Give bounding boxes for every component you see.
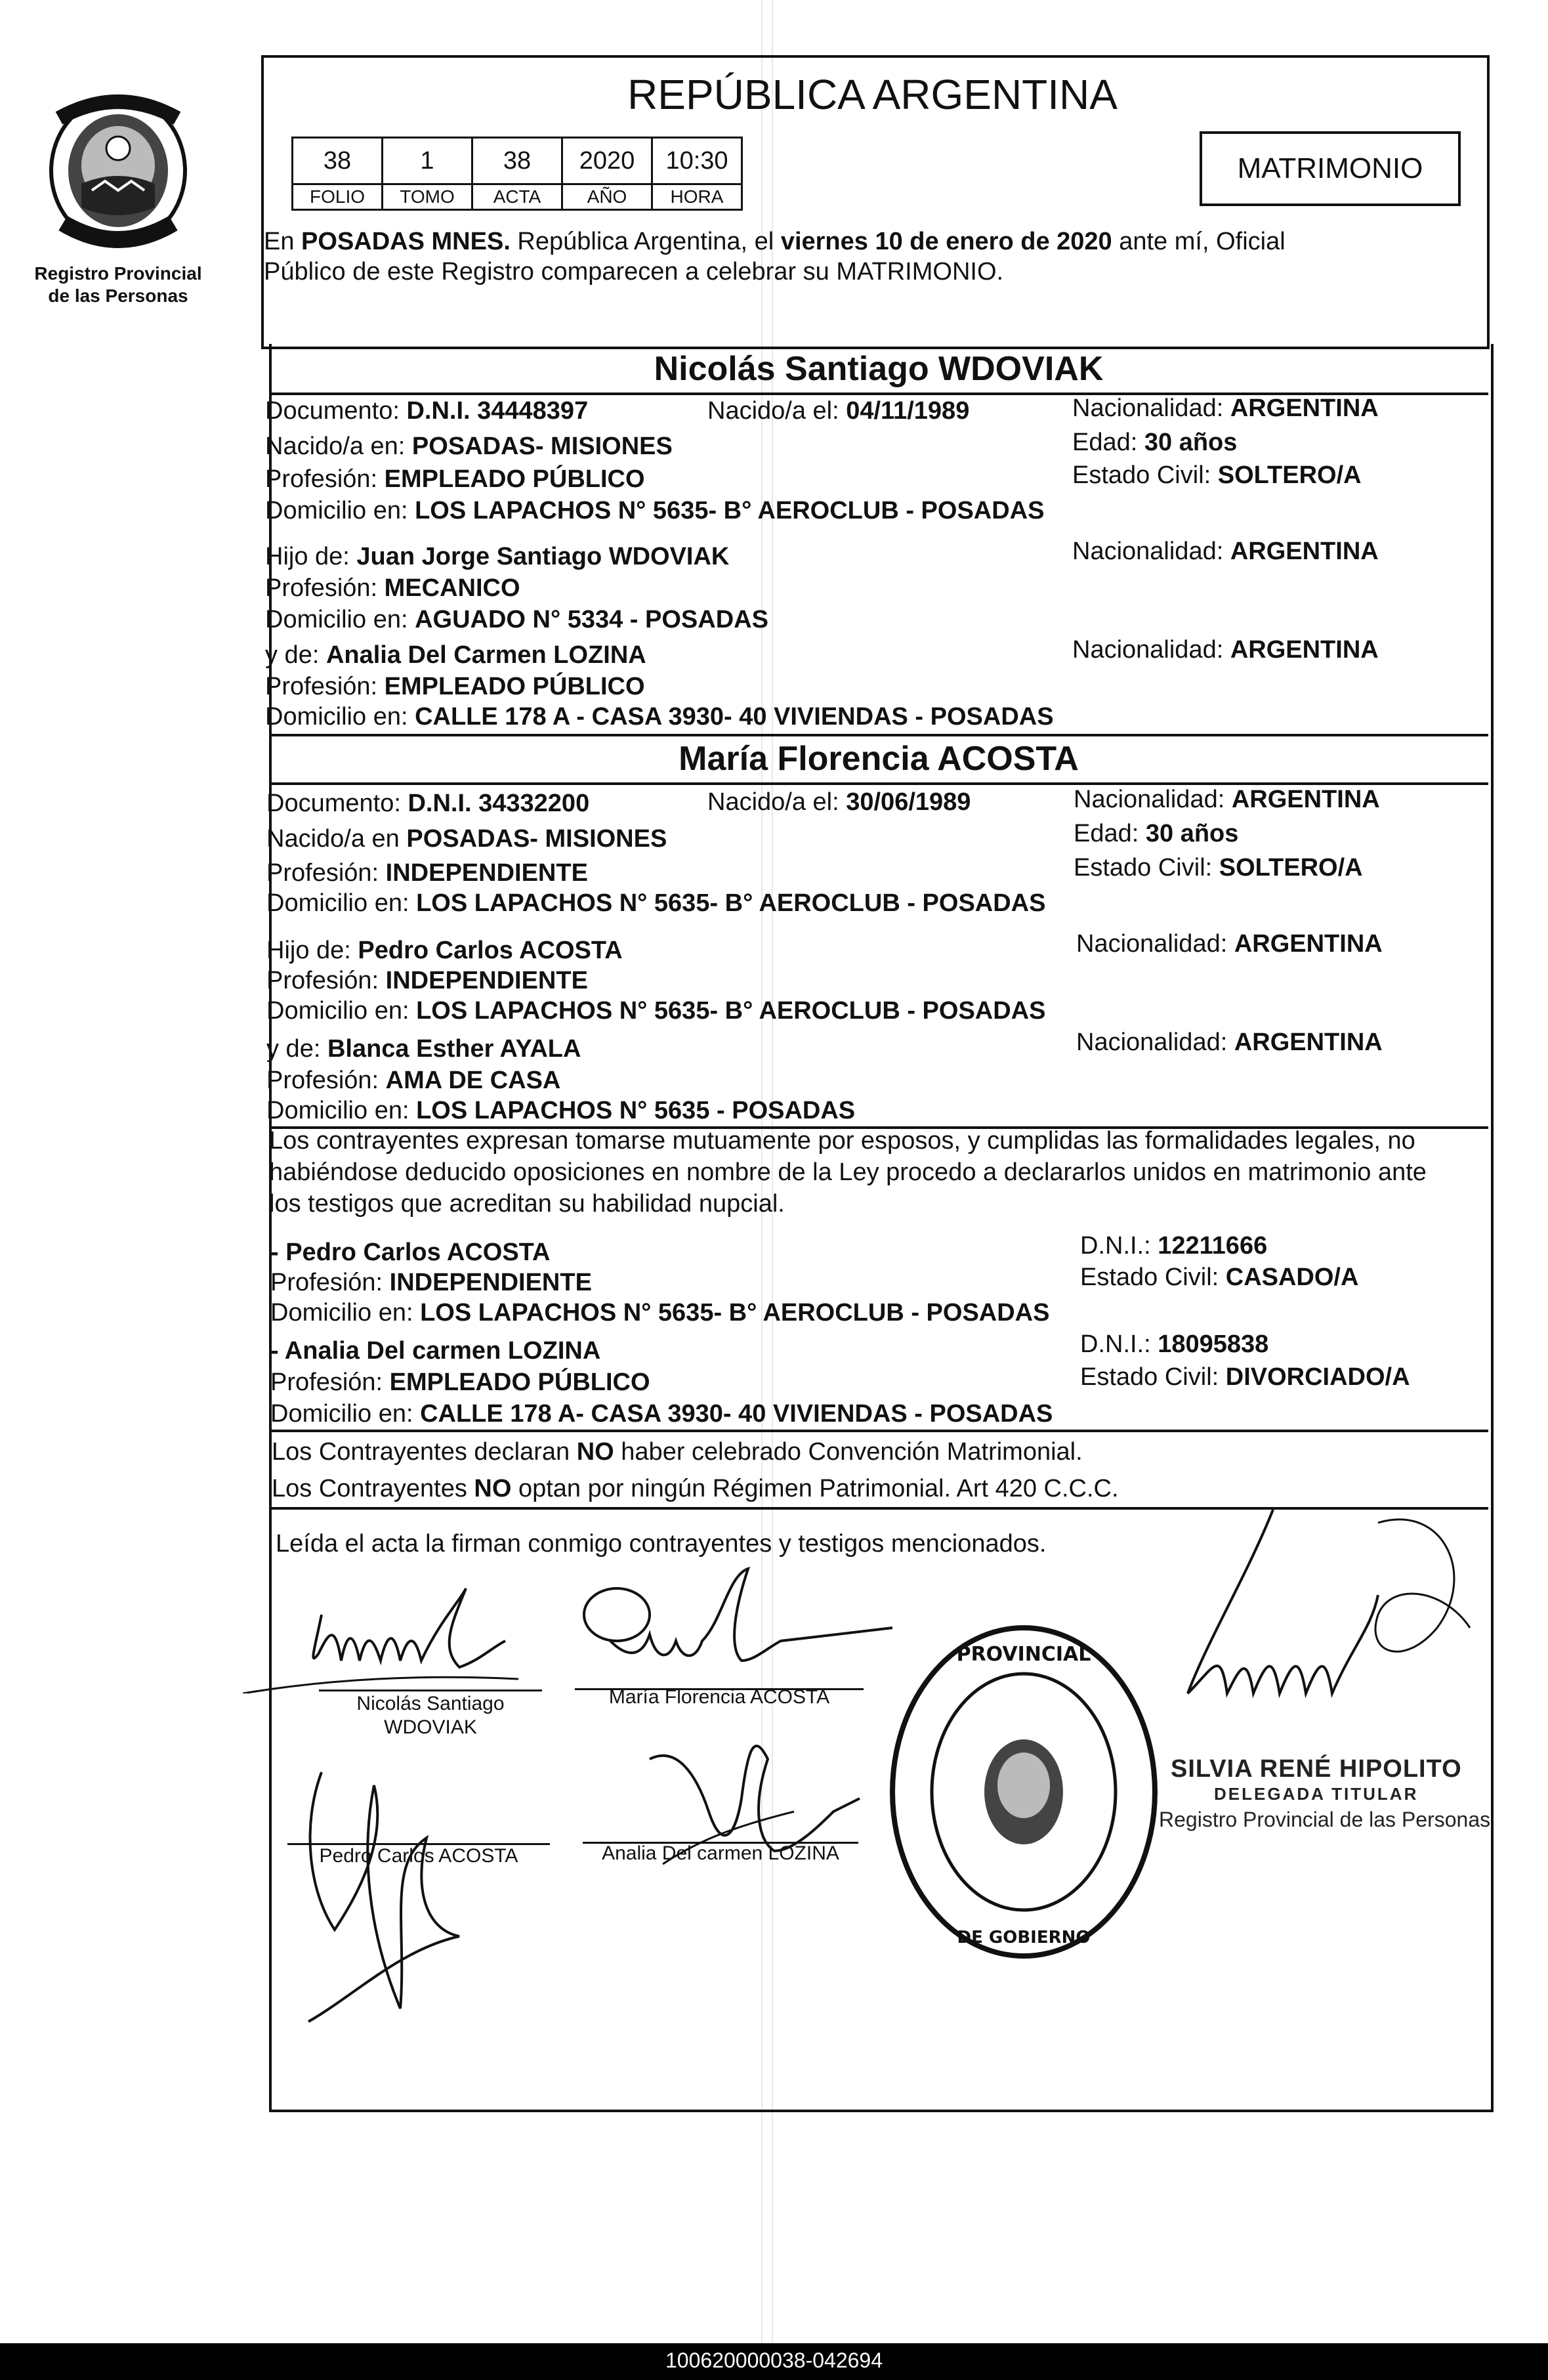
year-label: AÑO	[562, 184, 652, 210]
spouse2-birthdate	[707, 788, 971, 817]
field-label: Profesión:	[266, 967, 386, 994]
hour-label: HORA	[652, 184, 742, 210]
field-value: ARGENTINA	[1230, 636, 1379, 664]
field-value: 12211666	[1158, 1232, 1268, 1260]
spouse1-nationality	[1072, 394, 1379, 423]
spouse1-profession	[265, 465, 645, 494]
field-label: Nacido/a el:	[707, 397, 847, 425]
witness1-address	[270, 1298, 1049, 1327]
field-value: SOLTERO/A	[1219, 854, 1363, 882]
witness1-civil-status	[1080, 1263, 1358, 1292]
closing-text: Leída el acta la firman conmigo contrayentes y testigos mencionados.	[276, 1530, 1047, 1558]
field-value: CALLE 178 A - CASA 3930- 40 VIVIENDAS - POSADAS	[415, 703, 1054, 731]
field-value: AGUADO N° 5334 - POSADAS	[415, 606, 768, 633]
tomo-value: 1	[383, 138, 472, 184]
field-label: Estado Civil:	[1074, 854, 1219, 882]
svg-text:PROVINCIAL: PROVINCIAL	[956, 1643, 1091, 1666]
regime-text: haber celebrado Convención Matrimonial.	[614, 1438, 1083, 1466]
field-label: Domicilio en:	[265, 606, 415, 633]
field-value: Blanca Esther AYALA	[327, 1035, 581, 1063]
field-value: EMPLEADO PÚBLICO	[384, 673, 645, 700]
field-value: DIVORCIADO/A	[1225, 1363, 1410, 1391]
regime-line-2	[272, 1474, 1119, 1503]
folio-value: 38	[293, 138, 383, 184]
field-label: y de:	[266, 1035, 327, 1063]
regime-emphasis: NO	[576, 1438, 614, 1466]
spouse1-birthdate	[707, 396, 969, 425]
intro-text: En	[264, 228, 302, 255]
acta-label: ACTA	[472, 184, 562, 210]
field-label: Nacionalidad:	[1076, 1029, 1234, 1056]
field-value: LOS LAPACHOS N° 5635 - POSADAS	[416, 1097, 856, 1124]
witness1-dni	[1080, 1231, 1267, 1260]
field-value: ARGENTINA	[1234, 930, 1383, 958]
spouse2-mother-address	[266, 1096, 855, 1125]
witness1-name: - Pedro Carlos ACOSTA	[270, 1239, 551, 1266]
intro-text: ante mí, Oficial	[1112, 228, 1286, 255]
field-value: SOLTERO/A	[1217, 461, 1362, 489]
field-label: Nacionalidad:	[1072, 538, 1230, 565]
field-label: Domicilio en:	[266, 1097, 417, 1124]
witness2-dni	[1080, 1330, 1268, 1359]
spouse2-birthplace	[266, 824, 667, 853]
regime-text: Los Contrayentes declaran	[272, 1438, 577, 1466]
intro-text: República Argentina, el	[510, 228, 781, 255]
intro-line-1	[264, 227, 1286, 256]
regime-line-1	[272, 1437, 1083, 1466]
field-label: Profesión:	[266, 859, 386, 887]
field-label: Estado Civil:	[1080, 1363, 1226, 1391]
field-label: Nacionalidad:	[1072, 394, 1230, 422]
field-value: LOS LAPACHOS N° 5635- B° AEROCLUB - POSADAS	[416, 997, 1046, 1025]
intro-place: POSADAS MNES.	[301, 228, 511, 255]
field-label: Documento:	[266, 790, 408, 817]
field-value: MECANICO	[384, 574, 520, 602]
signature-caption: María Florencia ACOSTA	[608, 1686, 830, 1708]
field-value: LOS LAPACHOS N° 5635- B° AEROCLUB - POSADAS	[420, 1299, 1050, 1327]
field-label: Hijo de:	[266, 937, 358, 964]
spouse1-father-nationality	[1072, 537, 1379, 566]
witness1-profession	[270, 1268, 592, 1297]
spouse2-documento	[266, 789, 589, 818]
record-type-box: MATRIMONIO	[1200, 131, 1461, 206]
field-label: y de:	[265, 641, 326, 669]
field-label: Nacionalidad:	[1074, 786, 1232, 813]
hour-value: 10:30	[652, 138, 742, 184]
spouse2-father-nationality	[1076, 929, 1383, 958]
field-label: Nacido/a en:	[265, 433, 412, 460]
spouse2-mother-profession	[266, 1066, 560, 1095]
field-value: EMPLEADO PÚBLICO	[384, 465, 645, 493]
spouse1-mother	[265, 641, 646, 669]
field-label: Profesión:	[265, 574, 385, 602]
field-value: INDEPENDIENTE	[385, 859, 588, 887]
field-value: LOS LAPACHOS N° 5635- B° AEROCLUB - POSADAS	[416, 889, 1046, 917]
field-value: 30 años	[1145, 820, 1239, 847]
field-value: INDEPENDIENTE	[389, 1269, 592, 1296]
tomo-label: TOMO	[383, 184, 472, 210]
declaration-line: Los contrayentes expresan tomarse mutuamente por esposos, y cumplidas las formalidades legales, no	[269, 1127, 1415, 1155]
field-label: Nacido/a en	[266, 825, 407, 853]
regime-text: optan por ningún Régimen Patrimonial. Art 420 C.C.C.	[511, 1475, 1119, 1502]
field-label: Estado Civil:	[1072, 461, 1218, 489]
field-label: Nacido/a el:	[707, 788, 847, 816]
signature-2-icon	[558, 1562, 912, 1693]
field-value: CASADO/A	[1225, 1264, 1359, 1291]
logo-caption-line: Registro Provincial	[34, 263, 202, 284]
spouse1-birthplace	[265, 432, 673, 461]
witness2-name: - Analia Del carmen LOZINA	[270, 1337, 601, 1365]
spouse1-father	[265, 542, 729, 571]
field-value: POSADAS- MISIONES	[406, 825, 667, 853]
field-value: Juan Jorge Santiago WDOVIAK	[356, 543, 730, 570]
spouse1-mother-profession	[265, 672, 645, 701]
field-label: Nacionalidad:	[1076, 930, 1234, 958]
field-value: 04/11/1989	[846, 397, 970, 425]
divider	[269, 734, 1488, 736]
field-label: Edad:	[1074, 820, 1146, 847]
spouse2-name: María Florencia ACOSTA	[679, 740, 1079, 778]
field-value: EMPLEADO PÚBLICO	[389, 1369, 650, 1396]
field-value: Analia Del Carmen LOZINA	[325, 641, 646, 669]
field-value: LOS LAPACHOS N° 5635- B° AEROCLUB - POSADAS	[415, 497, 1045, 524]
folio-table	[291, 137, 743, 211]
field-value: 18095838	[1158, 1330, 1269, 1358]
field-value: CALLE 178 A- CASA 3930- 40 VIVIENDAS - POSADAS	[420, 1400, 1053, 1428]
field-value: D.N.I. 34332200	[408, 790, 590, 817]
witness2-civil-status	[1080, 1363, 1410, 1392]
document-barcode-number: 100620000038-042694	[665, 2348, 883, 2372]
spouse1-mother-address	[265, 702, 1054, 731]
field-value: ARGENTINA	[1230, 394, 1379, 422]
field-value: POSADAS- MISIONES	[411, 433, 673, 460]
svg-text:DE GOBIERNO: DE GOBIERNO	[957, 1928, 1091, 1947]
field-value: ARGENTINA	[1230, 538, 1379, 565]
spouse1-civil-status	[1072, 461, 1362, 490]
field-label: Domicilio en:	[266, 889, 417, 917]
field-value: AMA DE CASA	[385, 1067, 561, 1094]
intro-line-2: Público de este Registro comparecen a celebrar su MATRIMONIO.	[264, 258, 1004, 286]
field-value: 30 años	[1144, 429, 1238, 456]
field-label: Profesión:	[270, 1269, 390, 1296]
acta-value: 38	[472, 138, 562, 184]
official-role: DELEGADA TITULAR	[1214, 1784, 1419, 1804]
spouse2-address	[266, 889, 1045, 918]
spouse2-father-profession	[266, 966, 588, 995]
intro-date: viernes 10 de enero de 2020	[780, 228, 1112, 255]
field-label: Domicilio en:	[265, 703, 415, 731]
spouse2-mother-nationality	[1076, 1028, 1383, 1057]
regime-emphasis: NO	[474, 1475, 512, 1502]
witness2-address	[270, 1399, 1053, 1428]
witness2-profession	[270, 1368, 650, 1397]
field-label: Profesión:	[265, 673, 385, 700]
field-value: Pedro Carlos ACOSTA	[358, 937, 623, 964]
signature-caption: Pedro Carlos ACOSTA	[319, 1845, 518, 1867]
official-office: Registro Provincial de las Personas	[1159, 1808, 1491, 1831]
logo-caption-line: de las Personas	[48, 286, 188, 306]
document-title: REPÚBLICA ARGENTINA	[627, 71, 1118, 118]
field-label: Domicilio en:	[265, 497, 415, 524]
signature-3-icon	[295, 1733, 505, 2035]
field-value: 30/06/1989	[846, 788, 971, 816]
registry-stamp-icon	[879, 1615, 1168, 1969]
folio-label: FOLIO	[293, 184, 383, 210]
field-label: Documento:	[265, 397, 407, 425]
spouse2-profession	[266, 859, 588, 887]
year-value: 2020	[562, 138, 652, 184]
spouse2-nationality	[1074, 785, 1380, 814]
spouse1-mother-nationality	[1072, 635, 1379, 664]
declaration-line: habiéndose deducido oposiciones en nombre de la Ley procedo a declararlos unidos en matrimonio ante	[269, 1158, 1427, 1186]
spouse2-father	[266, 936, 623, 965]
declaration-line: los testigos que acreditan su habilidad nupcial.	[269, 1190, 785, 1218]
field-label: Profesión:	[270, 1369, 390, 1396]
signature-4-icon	[623, 1720, 873, 1877]
signature-caption-line: Nicolás Santiago	[356, 1693, 505, 1714]
signature-1-icon	[243, 1562, 571, 1693]
spouse2-father-address	[266, 996, 1045, 1025]
field-label: Domicilio en:	[270, 1400, 421, 1428]
divider	[269, 1430, 1488, 1432]
spouse2-mother	[266, 1034, 581, 1063]
field-label: Estado Civil:	[1080, 1264, 1226, 1291]
field-label: Domicilio en:	[266, 997, 417, 1025]
signature-caption: Analia Del carmen LOZINA	[602, 1842, 839, 1864]
field-label: Profesión:	[265, 465, 385, 493]
signature-caption-line: WDOVIAK	[384, 1716, 477, 1738]
field-label: Edad:	[1072, 429, 1144, 456]
field-label: Domicilio en:	[270, 1299, 421, 1327]
regime-text: Los Contrayentes	[272, 1475, 474, 1502]
field-value: ARGENTINA	[1231, 786, 1380, 813]
field-value: INDEPENDIENTE	[385, 967, 588, 994]
field-value: D.N.I. 34448397	[406, 397, 589, 425]
field-label: D.N.I.:	[1080, 1330, 1158, 1358]
spouse1-name: Nicolás Santiago WDOVIAK	[654, 350, 1104, 388]
spouse1-age	[1072, 428, 1237, 457]
spouse1-address	[265, 496, 1044, 525]
field-label: Nacionalidad:	[1072, 636, 1230, 664]
logo-caption	[13, 263, 223, 307]
spouse2-civil-status	[1074, 853, 1363, 882]
field-label: D.N.I.:	[1080, 1232, 1158, 1260]
official-name: SILVIA RENÉ HIPOLITO	[1171, 1755, 1462, 1783]
field-label: Profesión:	[266, 1067, 386, 1094]
spouse1-documento	[265, 396, 588, 425]
field-value: ARGENTINA	[1234, 1029, 1383, 1056]
spouse1-father-address	[265, 605, 768, 634]
field-label: Hijo de:	[265, 543, 357, 570]
spouse2-age	[1074, 819, 1238, 848]
spouse1-father-profession	[265, 574, 520, 603]
